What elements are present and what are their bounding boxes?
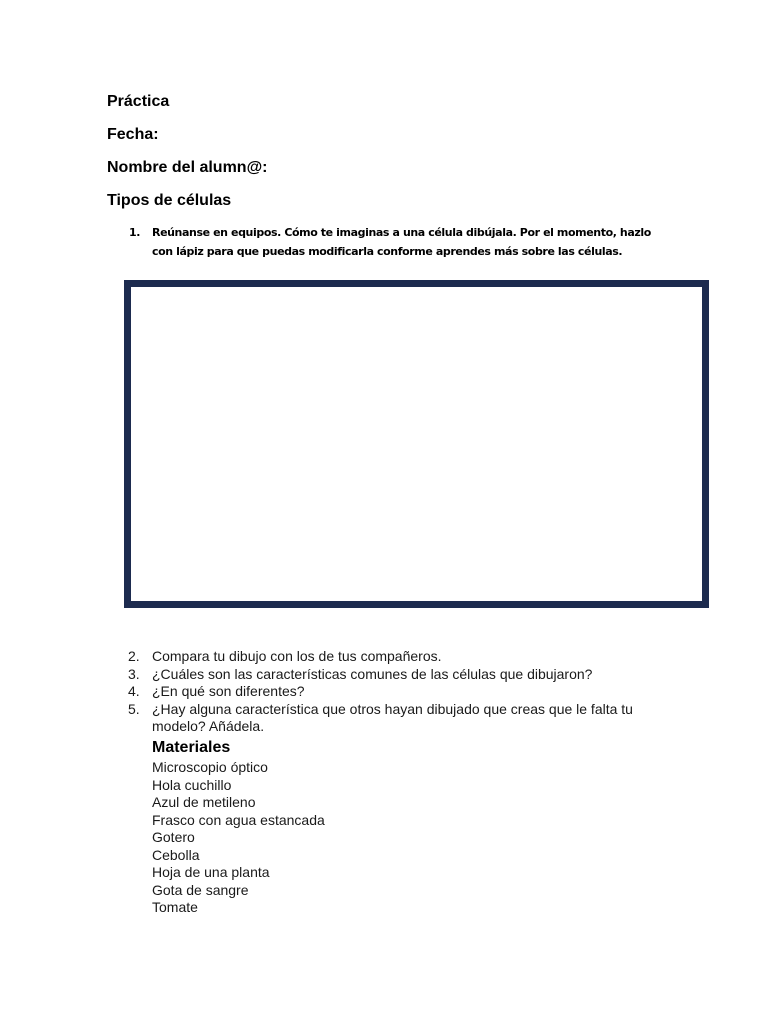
list-item (122, 648, 642, 666)
list-item: Frasco con agua estancada (152, 811, 325, 828)
list-item: Cebolla (152, 846, 200, 863)
question-text: ¿Cuáles son las características comunes de las células que dibujaron? (152, 665, 593, 682)
question-1-text: Reúnanse en equipos. Cómo te imaginas a una célula dibújala. Por el momento, hazlo con lápiz para que puedas modificarla conforme aprendes más sobre las células. (152, 226, 651, 258)
materials-heading: Materiales (152, 739, 231, 756)
student-name-label: Nombre del alumn@: (107, 159, 268, 176)
question-1 (129, 223, 669, 261)
question-text: ¿Hay alguna característica que otros hayan dibujado que creas que le falta tu modelo? Añádela. (152, 700, 633, 734)
question-text: ¿En qué son diferentes? (152, 683, 305, 699)
list-item: Gota de sangre (152, 881, 249, 898)
question-number: 2. (128, 648, 140, 664)
question-list (122, 648, 642, 736)
list-item (122, 666, 642, 684)
question-number: 3. (128, 665, 140, 682)
drawing-box (124, 280, 709, 608)
question-number: 4. (128, 683, 140, 699)
topic-heading: Tipos de células (107, 192, 232, 209)
list-item: Microscopio óptico (152, 759, 268, 775)
question-number: 5. (128, 700, 140, 717)
date-label: Fecha: (107, 126, 159, 143)
list-item: Azul de metileno (152, 794, 256, 810)
list-item: Hoja de una planta (152, 864, 270, 880)
list-item (122, 701, 642, 736)
list-item: Gotero (152, 829, 195, 845)
list-item: Tomate (152, 899, 198, 915)
list-item (122, 683, 642, 701)
list-item: Hola cuchillo (152, 776, 232, 793)
materials-list (152, 759, 325, 917)
question-text: Compara tu dibujo con los de tus compañeros. (152, 648, 442, 664)
question-1-number: 1. (129, 226, 141, 239)
page-title: Práctica (107, 93, 170, 110)
